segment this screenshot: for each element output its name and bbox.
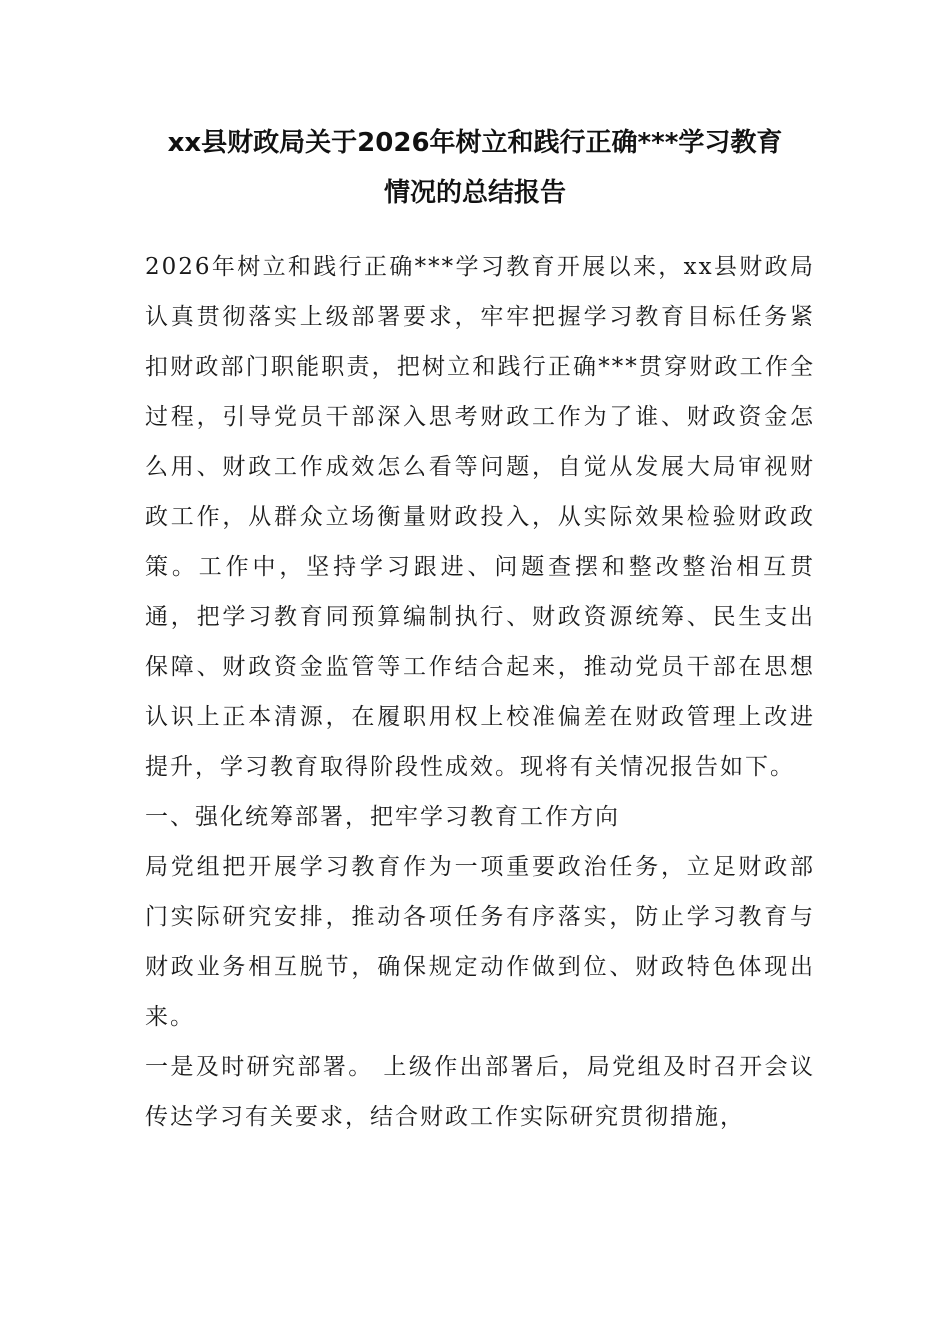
section-heading-1: 一、强化统筹部署，把牢学习教育工作方向 [145,804,620,830]
section-1-item-1-paragraph: 一是及时研究部署。 上级作出部署后，局党组及时召开会议传达学习有关要求，结合财政工作实际研究贯彻措施， [145,1054,815,1130]
title-line-2: 情况的总结报告 [383,178,566,208]
intro-paragraph: 2026年树立和践行正确***学习教育开展以来，xx县财政局认真贯彻落实上级部署要求，牢牢把握学习教育目标任务紧扣财政部门职能职责，把树立和践行正确***贯穿财政工作全过程，引导党员干部深入思考财政工作为了谁、财政资金怎么用、财政工作成效怎么看等问题，自觉从发展大局审视财政工作，从群众立场衡量财政投入，从实际效果检验财政政策。工作中，坚持学习跟进、问题查摆和整改整治相互贯通，把学习教育同预算编制执行、财政资源统筹、民生支出保障、财政资金监管等工作结合起来，推动党员干部在思想认识上正本清源，在履职用权上校准偏差在财政管理上改进提升，学习教育取得阶段性成效。现将有关情况报告如下。 [145,254,815,780]
title-line-1: xx县财政局关于2026年树立和践行正确***学习教育 [167,128,783,158]
section-1-paragraph: 局党组把开展学习教育作为一项重要政治任务，立足财政部门实际研究安排，推动各项任务有序落实，防止学习教育与财政业务相互脱节，确保规定动作做到位、财政特色体现出来。 [145,854,815,1030]
document-title [120,118,830,218]
document-body [145,242,815,1142]
